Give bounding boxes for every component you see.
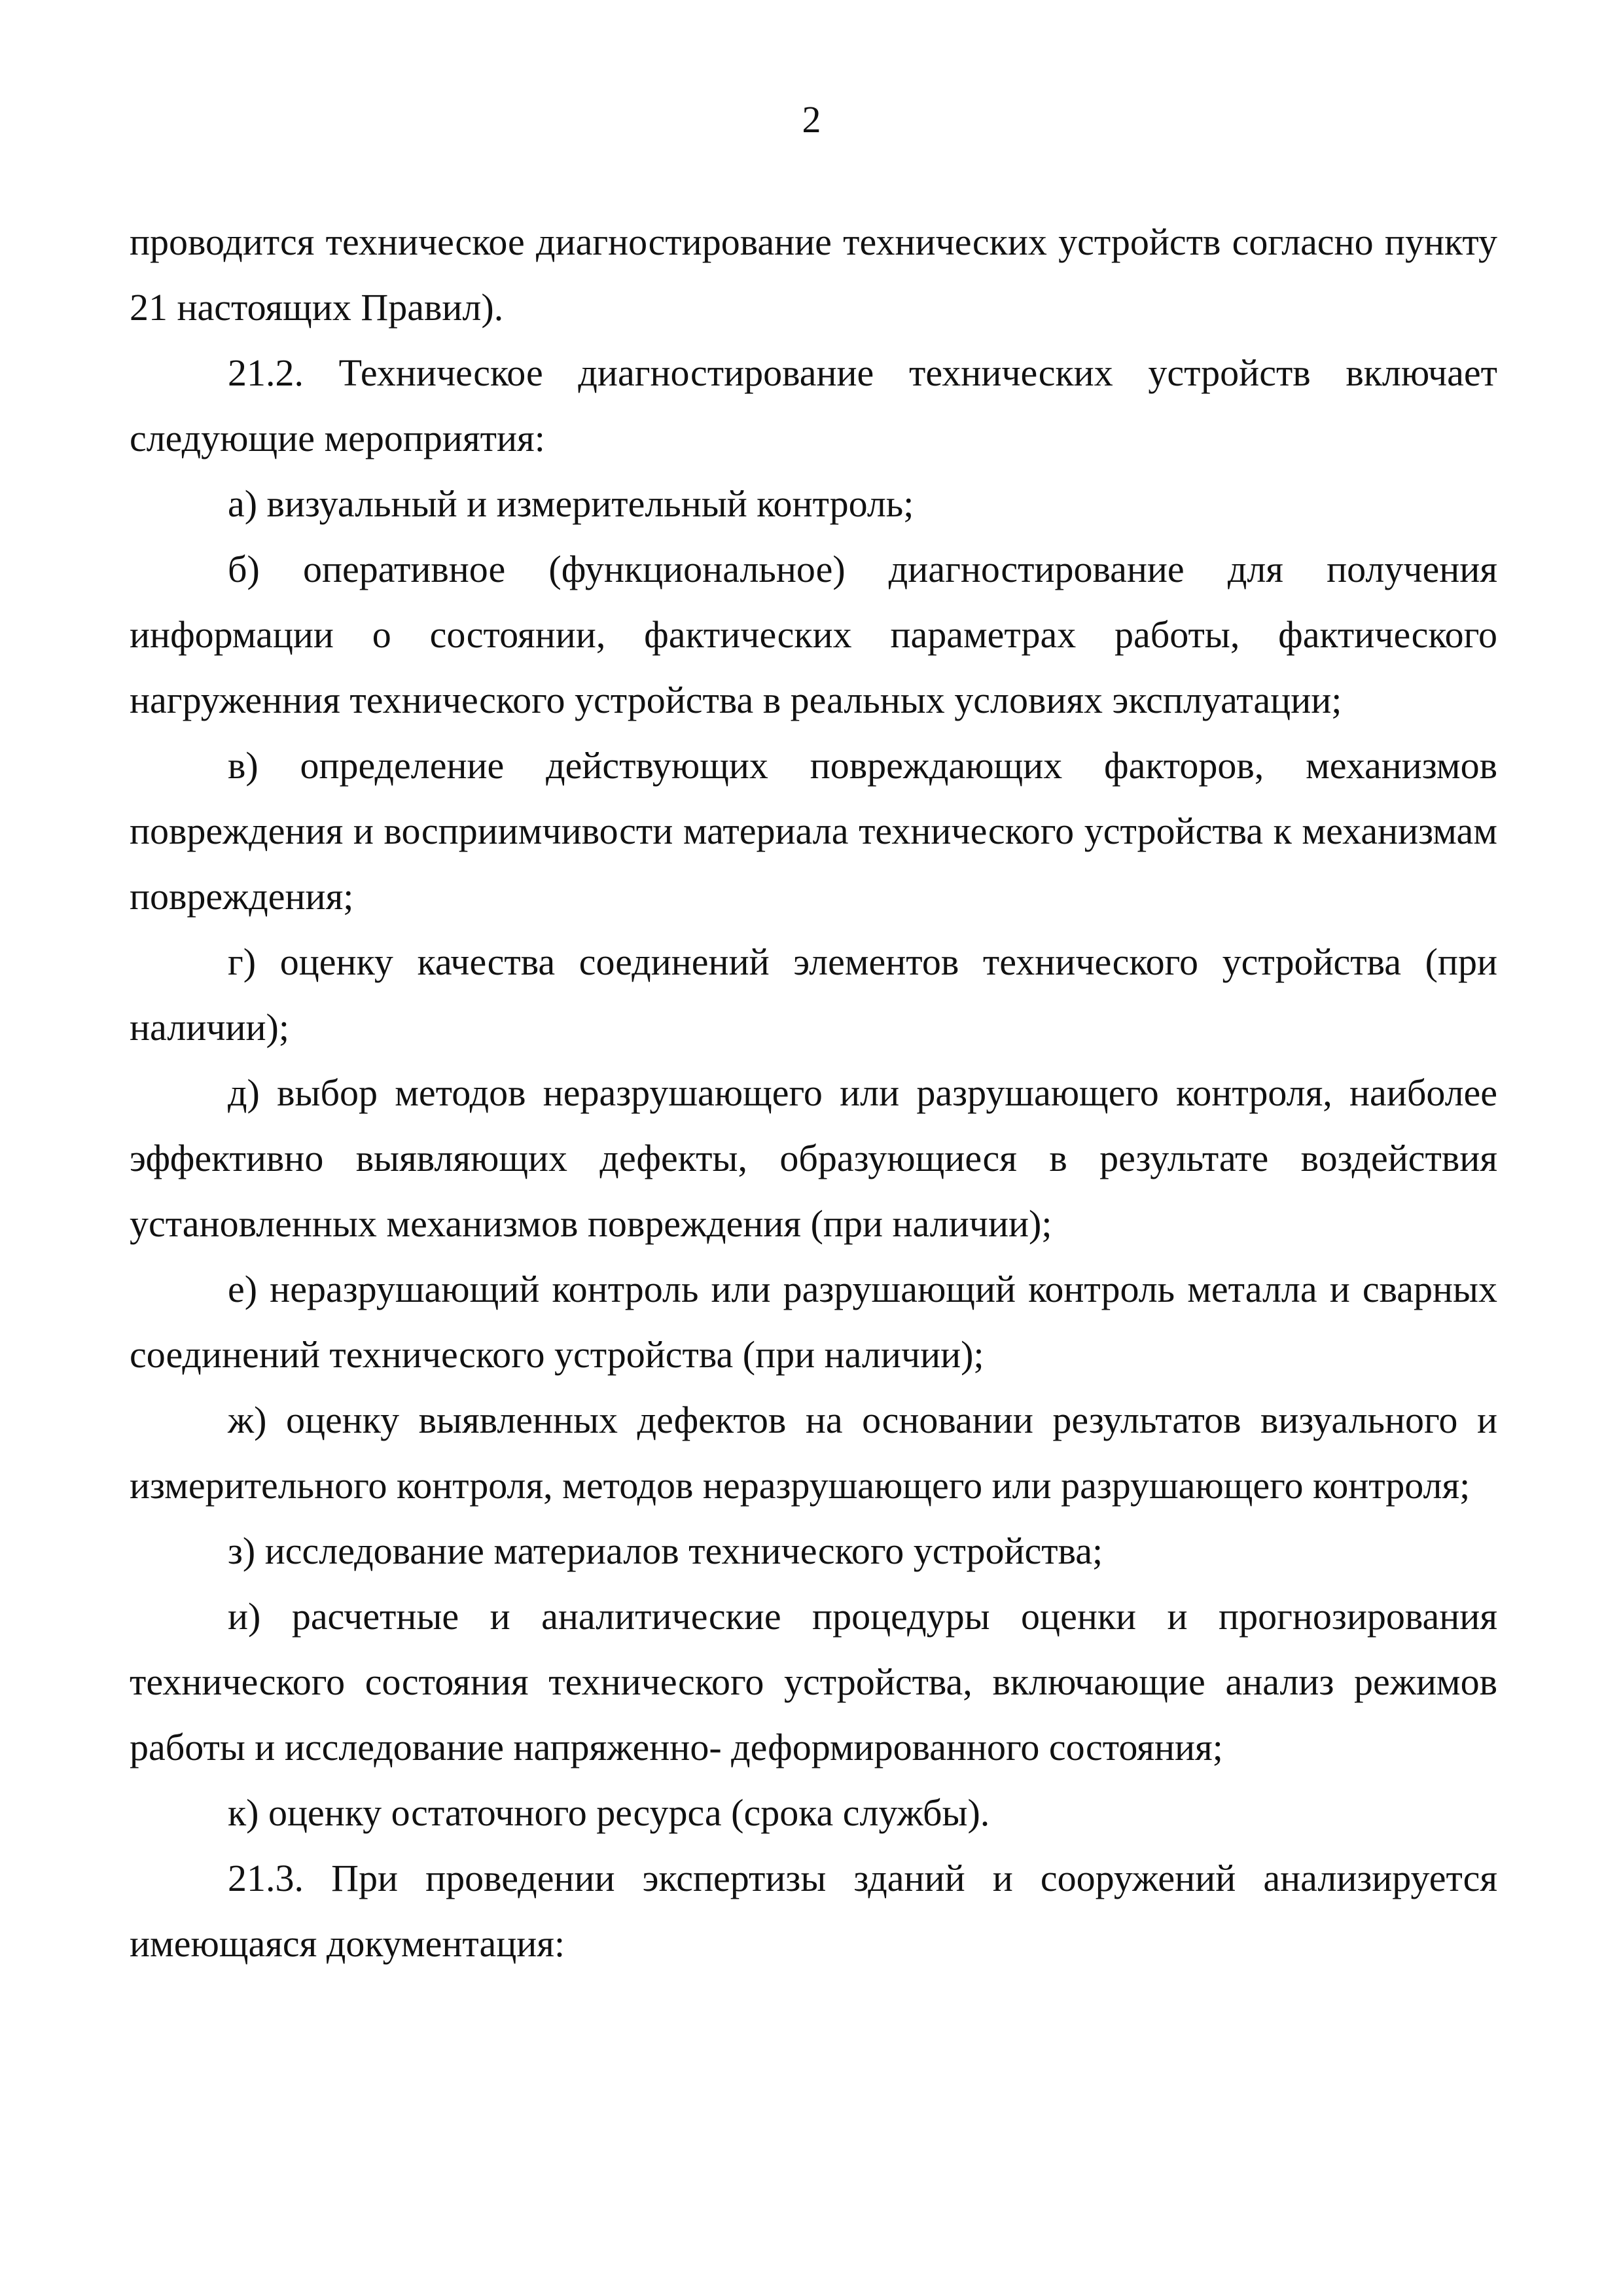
list-item-e: е) неразрушающий контроль или разрушающий контроль металла и сварных соединений технического устройства (при наличии); <box>130 1268 1497 1376</box>
page-number: 2 <box>802 98 821 141</box>
paragraph-continuation: проводится техническое диагностирование технических устройств согласно пункту 21 настоящих Правил). <box>130 221 1497 329</box>
paragraph-21-3: 21.3. При проведении экспертизы зданий и сооружений анализируется имеющаяся документация: <box>130 1857 1497 1965</box>
list-item-zh: ж) оценку выявленных дефектов на основании результатов визуального и измерительного контроля, методов неразрушающего или разрушающего контроля; <box>130 1399 1497 1507</box>
list-item-a: а) визуальный и измерительный контроль; <box>228 482 914 525</box>
list-item-z: з) исследование материалов технического устройства; <box>228 1530 1103 1572</box>
paragraph-21-2: 21.2. Техническое диагностирование технических устройств включает следующие мероприятия: <box>130 351 1497 459</box>
list-item-v: в) определение действующих повреждающих факторов, механизмов повреждения и восприимчивости материала технического устройства к механизмам повреждения; <box>130 744 1497 918</box>
list-item-i: и) расчетные и аналитические процедуры оценки и прогнозирования технического состояния технического устройства, включающие анализ режимов работы и исследование напряженно- деформированного состояния; <box>130 1595 1497 1768</box>
list-item-b: б) оперативное (функциональное) диагностирование для получения информации о состоянии, фактических параметрах работы, фактического нагруженния технического устройства в реальных условиях эксплуатации; <box>130 548 1497 721</box>
list-item-d: д) выбор методов неразрушающего или разрушающего контроля, наиболее эффективно выявляющих дефекты, образующиеся в результате воздействия установленных механизмов повреждения (при наличии); <box>130 1071 1497 1245</box>
list-item-g: г) оценку качества соединений элементов технического устройства (при наличии); <box>130 941 1497 1049</box>
list-item-k: к) оценку остаточного ресурса (срока службы). <box>228 1791 990 1834</box>
document-body <box>130 209 1497 1977</box>
